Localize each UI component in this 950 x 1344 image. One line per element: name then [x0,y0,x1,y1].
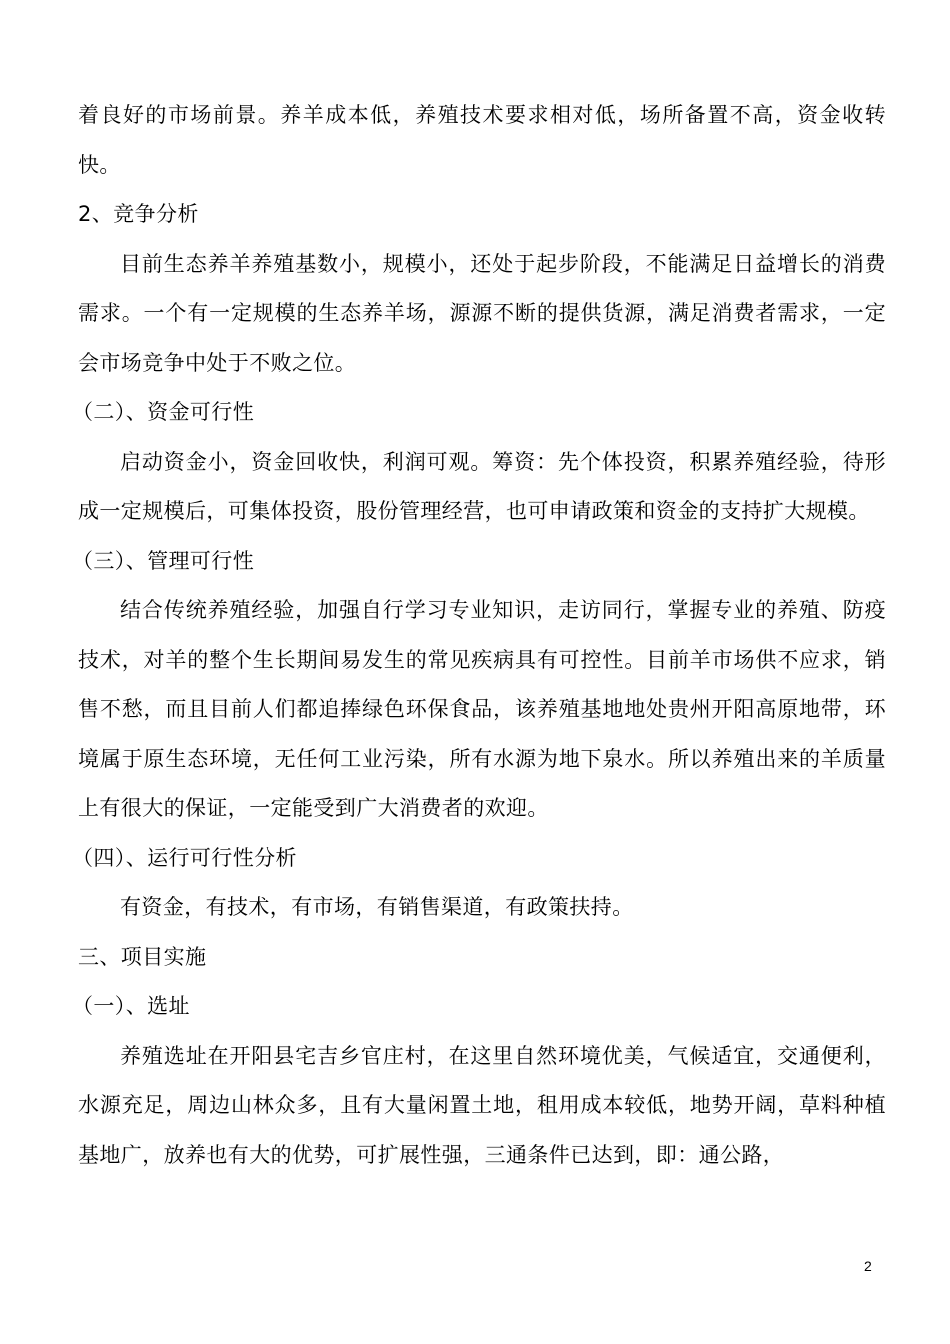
heading-project-implementation: 三、项目实施 [78,944,207,969]
paragraph-funding: 启动资金小，资金回收快，利润可观。筹资：先个体投资，积累养殖经验，待形成一定规模后，可集体投资，股份管理经营，也可申请政策和资金的支持扩大规模。 [78,449,886,523]
page-number: 2 [864,1258,872,1274]
subheading-management-feasibility: （三）、管理可行性 [72,548,255,573]
subheading-funding-feasibility: （二）、资金可行性 [72,400,255,424]
subheading-operation-feasibility: （四）、运行可行性分析 [72,845,297,870]
paragraph-market-outlook: 着良好的市场前景。养羊成本低，养殖技术要求相对低，场所备置不高，资金收转快。 [78,103,886,177]
paragraph-management: 结合传统养殖经验，加强自行学习专业知识，走访同行，掌握专业的养殖、防疫技术，对羊的整个生长期间易发生的常见疾病具有可控性。目前羊市场供不应求，销售不愁，而且目前人们都追捧绿色环保食品，该养殖基地地处贵州开阳高原地带，环境属于原生态环境，无任何工业污染，所有水源为地下泉水。所以养殖出来的羊质量上有很大的保证，一定能受到广大消费者的欢迎。 [78,598,886,820]
document-body [72,91,886,1180]
heading-competition-analysis: 2、竞争分析 [78,202,199,226]
paragraph-site-selection: 养殖选址在开阳县宅吉乡官庄村，在这里自然环境优美，气候适宜，交通便利，水源充足，周边山林众多，且有大量闲置土地，租用成本较低，地势开阔，草料种植基地广，放养也有大的优势，可扩展性强，三通条件已达到，即：通公路， [78,1043,886,1167]
subheading-site-selection: （一）、选址 [72,994,190,1018]
paragraph-competition: 目前生态养羊养殖基数小，规模小，还处于起步阶段，不能满足日益增长的消费需求。一个有一定规模的生态养羊场，源源不断的提供货源，满足消费者需求，一定会市场竞争中处于不败之位。 [78,251,886,375]
paragraph-operation: 有资金，有技术，有市场，有销售渠道，有政策扶持。 [120,895,634,919]
